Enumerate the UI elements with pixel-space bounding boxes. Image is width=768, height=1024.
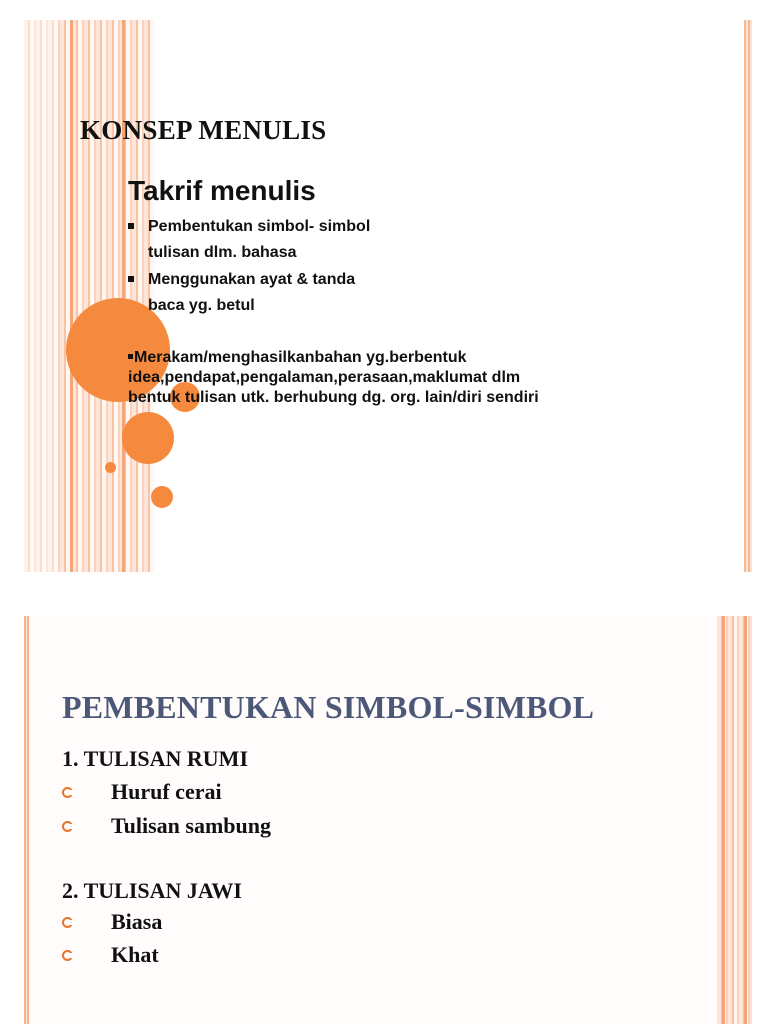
- slide-subtitle: Takrif menulis: [128, 175, 316, 206]
- left-stripe-line: [70, 20, 73, 572]
- small-orange-circle: [151, 486, 173, 508]
- square-bullet-icon: [128, 223, 134, 229]
- tiny-orange-circle: [105, 462, 116, 473]
- right-stripe-line: [744, 616, 747, 1024]
- bullet-continuation: baca yg. betul: [148, 297, 255, 314]
- section-heading: 2. TULISAN JAWI: [62, 878, 242, 903]
- list-item: Biasa: [62, 909, 162, 935]
- definition-paragraph: Merakam/menghasilkanbahan yg.berbentuk idea,pendapat,pengalaman,perasaan,maklumat dlm bentuk tulisan utk. berhubung dg. org. lain/diri sendiri: [128, 349, 539, 406]
- bullet-continuation: tulisan dlm. bahasa: [148, 244, 297, 261]
- list-item: Tulisan sambung: [62, 813, 271, 839]
- open-circle-bullet-icon: [62, 950, 73, 961]
- left-stripe: [24, 616, 29, 1024]
- open-circle-bullet-icon: [62, 787, 73, 798]
- square-bullet-icon: [128, 276, 134, 282]
- section-heading: 1. TULISAN RUMI: [62, 746, 249, 771]
- slide-title: KONSEP MENULIS: [80, 115, 327, 145]
- left-stripe-shade: [24, 20, 58, 572]
- right-stripe-line: [722, 616, 725, 1024]
- square-bullet-icon: [128, 354, 133, 359]
- slide-konsep-menulis: [24, 20, 752, 572]
- open-circle-bullet-icon: [62, 821, 73, 832]
- list-item: Huruf cerai: [62, 779, 222, 805]
- right-stripe: [744, 20, 752, 572]
- list-item: Khat: [62, 942, 159, 968]
- slide-pembentukan-simbol: [24, 616, 752, 1024]
- bullet-item: Pembentukan simbol- simbol: [128, 218, 370, 236]
- slide-title: PEMBENTUKAN SIMBOL-SIMBOL: [62, 689, 595, 725]
- medium-orange-circle: [122, 412, 174, 464]
- open-circle-bullet-icon: [62, 917, 73, 928]
- left-stripe-line: [122, 20, 125, 572]
- bullet-item: Menggunakan ayat & tanda: [128, 271, 355, 289]
